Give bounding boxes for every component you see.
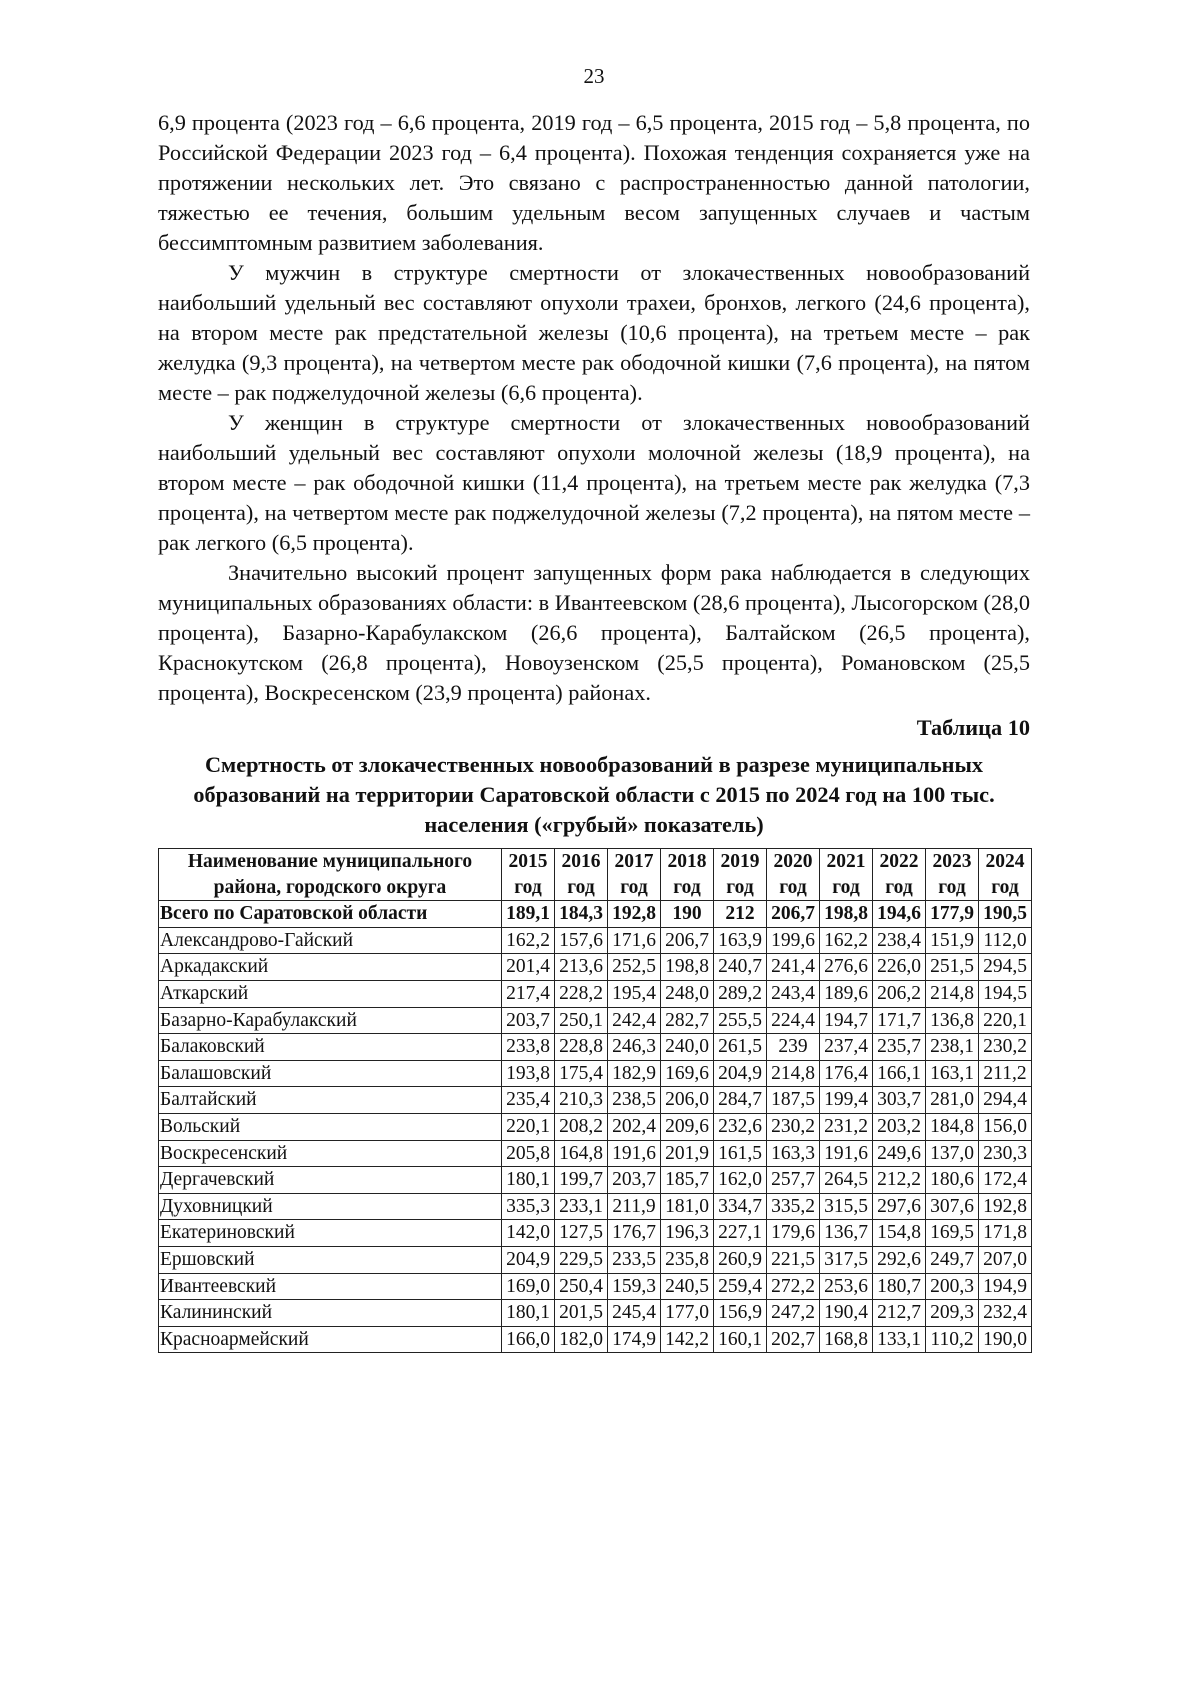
table-row	[159, 1193, 1032, 1220]
header-name: Наименование муниципального района, городского округа	[159, 849, 502, 901]
rate-cell: 168,8	[820, 1326, 873, 1353]
table-row	[159, 954, 1032, 981]
header-year: 2015 год	[502, 849, 555, 901]
rate-cell: 159,3	[608, 1273, 661, 1300]
rate-cell: 211,9	[608, 1193, 661, 1220]
rate-cell: 248,0	[661, 980, 714, 1007]
rate-cell: 199,7	[555, 1167, 608, 1194]
rate-cell: 228,2	[555, 980, 608, 1007]
paragraph: У женщин в структуре смертности от злокачественных новообразований наибольший удельный вес составляют опухоли молочной железы (18,9 процента), на втором месте – рак ободочной кишки (11,4 процента), на третьем месте рак желудка (7,3 процента), на четвертом месте рак поджелудочной железы (7,2 процента), на пятом месте – рак легкого (6,5 процента).	[158, 410, 1030, 555]
rate-cell: 315,5	[820, 1193, 873, 1220]
rate-cell: 200,3	[926, 1273, 979, 1300]
rate-cell: 255,5	[714, 1007, 767, 1034]
rate-cell: 211,2	[979, 1060, 1032, 1087]
rate-cell: 136,7	[820, 1220, 873, 1247]
rate-cell: 210,3	[555, 1087, 608, 1114]
table-row	[159, 1140, 1032, 1167]
rate-cell: 163,3	[767, 1140, 820, 1167]
rate-cell: 202,7	[767, 1326, 820, 1353]
rate-cell: 193,8	[502, 1060, 555, 1087]
rate-cell: 156,0	[979, 1113, 1032, 1140]
district-name: Всего по Саратовской области	[159, 901, 502, 928]
rate-cell: 239	[767, 1034, 820, 1061]
table-row	[159, 1220, 1032, 1247]
table-row	[159, 1087, 1032, 1114]
header-year: 2016 год	[555, 849, 608, 901]
rate-cell: 242,4	[608, 1007, 661, 1034]
rate-cell: 251,5	[926, 954, 979, 981]
rate-cell: 112,0	[979, 927, 1032, 954]
rate-cell: 227,1	[714, 1220, 767, 1247]
district-name: Балашовский	[159, 1060, 502, 1087]
rate-cell: 203,7	[502, 1007, 555, 1034]
rate-cell: 235,7	[873, 1034, 926, 1061]
district-name: Дергачевский	[159, 1167, 502, 1194]
rate-cell: 180,7	[873, 1273, 926, 1300]
rate-cell: 184,8	[926, 1113, 979, 1140]
rate-cell: 224,4	[767, 1007, 820, 1034]
table-row	[159, 1326, 1032, 1353]
rate-cell: 260,9	[714, 1246, 767, 1273]
rate-cell: 307,6	[926, 1193, 979, 1220]
rate-cell: 163,1	[926, 1060, 979, 1087]
rate-cell: 166,0	[502, 1326, 555, 1353]
rate-cell: 289,2	[714, 980, 767, 1007]
rate-cell: 243,4	[767, 980, 820, 1007]
rate-cell: 136,8	[926, 1007, 979, 1034]
rate-cell: 235,8	[661, 1246, 714, 1273]
rate-cell: 206,2	[873, 980, 926, 1007]
rate-cell: 208,2	[555, 1113, 608, 1140]
rate-cell: 246,3	[608, 1034, 661, 1061]
rate-cell: 190	[661, 901, 714, 928]
rate-cell: 221,5	[767, 1246, 820, 1273]
rate-cell: 171,7	[873, 1007, 926, 1034]
rate-cell: 231,2	[820, 1113, 873, 1140]
rate-cell: 276,6	[820, 954, 873, 981]
header-year: 2021 год	[820, 849, 873, 901]
table-row	[159, 1246, 1032, 1273]
paragraph: Значительно высокий процент запущенных форм рака наблюдается в следующих муниципальных образованиях области: в Ивантеевском (28,6 процента), Лысогорском (28,0 процента), Базарно-Карабулакском (26,6 процента), Балтайском (26,5 процента), Краснокутском (26,8 процента), Новоузенском (25,5 процента), Романовском (25,5 процента), Воскресенском (23,9 процента) районах.	[158, 560, 1030, 705]
rate-cell: 154,8	[873, 1220, 926, 1247]
rate-cell: 206,7	[661, 927, 714, 954]
rate-cell: 196,3	[661, 1220, 714, 1247]
table-row	[159, 1273, 1032, 1300]
rate-cell: 151,9	[926, 927, 979, 954]
district-name: Ершовский	[159, 1246, 502, 1273]
rate-cell: 282,7	[661, 1007, 714, 1034]
rate-cell: 189,1	[502, 901, 555, 928]
rate-cell: 212	[714, 901, 767, 928]
rate-cell: 190,5	[979, 901, 1032, 928]
rate-cell: 110,2	[926, 1326, 979, 1353]
rate-cell: 189,6	[820, 980, 873, 1007]
table-row	[159, 1007, 1032, 1034]
rate-cell: 217,4	[502, 980, 555, 1007]
rate-cell: 176,4	[820, 1060, 873, 1087]
rate-cell: 253,6	[820, 1273, 873, 1300]
rate-cell: 184,3	[555, 901, 608, 928]
rate-cell: 209,3	[926, 1300, 979, 1327]
rate-cell: 133,1	[873, 1326, 926, 1353]
district-name: Екатериновский	[159, 1220, 502, 1247]
rate-cell: 201,5	[555, 1300, 608, 1327]
rate-cell: 176,7	[608, 1220, 661, 1247]
district-name: Духовницкий	[159, 1193, 502, 1220]
rate-cell: 209,6	[661, 1113, 714, 1140]
rate-cell: 235,4	[502, 1087, 555, 1114]
rate-cell: 174,9	[608, 1326, 661, 1353]
paragraph: 6,9 процента (2023 год – 6,6 процента, 2019 год – 6,5 процента, 2015 год – 5,8 процента, по Российской Федерации 2023 год – 6,4 процента). Похожая тенденция сохраняется уже на протяжении нескольких лет. Это связано с распространенностью данной патологии, тяжестью ее течения, большим удельным весом запущенных случаев и частым бессимптомным развитием заболевания.	[158, 110, 1030, 255]
rate-cell: 212,2	[873, 1167, 926, 1194]
table-row	[159, 1167, 1032, 1194]
rate-cell: 194,7	[820, 1007, 873, 1034]
district-name: Воскресенский	[159, 1140, 502, 1167]
rate-cell: 232,6	[714, 1113, 767, 1140]
rate-cell: 204,9	[502, 1246, 555, 1273]
rate-cell: 264,5	[820, 1167, 873, 1194]
rate-cell: 162,0	[714, 1167, 767, 1194]
rate-cell: 195,4	[608, 980, 661, 1007]
rate-cell: 191,6	[820, 1140, 873, 1167]
rate-cell: 177,0	[661, 1300, 714, 1327]
rate-cell: 240,7	[714, 954, 767, 981]
rate-cell: 166,1	[873, 1060, 926, 1087]
rate-cell: 281,0	[926, 1087, 979, 1114]
page-number: 23	[583, 64, 605, 88]
district-name: Ивантеевский	[159, 1273, 502, 1300]
rate-cell: 203,2	[873, 1113, 926, 1140]
paragraph: У мужчин в структуре смертности от злокачественных новообразований наибольший удельный вес составляют опухоли трахеи, бронхов, легкого (24,6 процента), на втором месте рак предстательной железы (10,6 процента), на третьем месте – рак желудка (9,3 процента), на четвертом месте рак ободочной кишки (7,6 процента), на пятом месте – рак поджелудочной железы (6,6 процента).	[158, 260, 1030, 405]
rate-cell: 212,7	[873, 1300, 926, 1327]
rate-cell: 162,2	[502, 927, 555, 954]
table-header-row	[159, 849, 1032, 901]
header-year: 2019 год	[714, 849, 767, 901]
table-row	[159, 1034, 1032, 1061]
rate-cell: 192,8	[608, 901, 661, 928]
rate-cell: 156,9	[714, 1300, 767, 1327]
district-name: Красноармейский	[159, 1326, 502, 1353]
rate-cell: 192,8	[979, 1193, 1032, 1220]
rate-cell: 180,1	[502, 1167, 555, 1194]
rate-cell: 194,9	[979, 1273, 1032, 1300]
rate-cell: 205,8	[502, 1140, 555, 1167]
rate-cell: 334,7	[714, 1193, 767, 1220]
rate-cell: 240,5	[661, 1273, 714, 1300]
rate-cell: 182,9	[608, 1060, 661, 1087]
rate-cell: 229,5	[555, 1246, 608, 1273]
rate-cell: 220,1	[979, 1007, 1032, 1034]
header-year: 2017 год	[608, 849, 661, 901]
rate-cell: 238,5	[608, 1087, 661, 1114]
rate-cell: 213,6	[555, 954, 608, 981]
table-row	[159, 1060, 1032, 1087]
rate-cell: 161,5	[714, 1140, 767, 1167]
rate-cell: 230,2	[979, 1034, 1032, 1061]
rate-cell: 171,6	[608, 927, 661, 954]
district-name: Балтайский	[159, 1087, 502, 1114]
rate-cell: 206,7	[767, 901, 820, 928]
rate-cell: 127,5	[555, 1220, 608, 1247]
rate-cell: 202,4	[608, 1113, 661, 1140]
rate-cell: 233,5	[608, 1246, 661, 1273]
rate-cell: 182,0	[555, 1326, 608, 1353]
rate-cell: 194,5	[979, 980, 1032, 1007]
header-year: 2020 год	[767, 849, 820, 901]
rate-cell: 272,2	[767, 1273, 820, 1300]
rate-cell: 194,6	[873, 901, 926, 928]
table-row	[159, 980, 1032, 1007]
rate-cell: 241,4	[767, 954, 820, 981]
rate-cell: 201,4	[502, 954, 555, 981]
rate-cell: 190,0	[979, 1326, 1032, 1353]
rate-cell: 172,4	[979, 1167, 1032, 1194]
rate-cell: 228,8	[555, 1034, 608, 1061]
rate-cell: 199,4	[820, 1087, 873, 1114]
rate-cell: 162,2	[820, 927, 873, 954]
rate-cell: 214,8	[926, 980, 979, 1007]
district-name: Аткарский	[159, 980, 502, 1007]
rate-cell: 180,6	[926, 1167, 979, 1194]
district-name: Александрово-Гайский	[159, 927, 502, 954]
rate-cell: 201,9	[661, 1140, 714, 1167]
rate-cell: 163,9	[714, 927, 767, 954]
rate-cell: 238,1	[926, 1034, 979, 1061]
table-row	[159, 1113, 1032, 1140]
rate-cell: 199,6	[767, 927, 820, 954]
district-name: Аркадакский	[159, 954, 502, 981]
table-row	[159, 927, 1032, 954]
rate-cell: 247,2	[767, 1300, 820, 1327]
table-label: Таблица 10	[916, 715, 1030, 740]
rate-cell: 169,6	[661, 1060, 714, 1087]
rate-cell: 169,5	[926, 1220, 979, 1247]
rate-cell: 207,0	[979, 1246, 1032, 1273]
rate-cell: 335,2	[767, 1193, 820, 1220]
header-year: 2024 год	[979, 849, 1032, 901]
rate-cell: 259,4	[714, 1273, 767, 1300]
rate-cell: 160,1	[714, 1326, 767, 1353]
rate-cell: 230,2	[767, 1113, 820, 1140]
rate-cell: 137,0	[926, 1140, 979, 1167]
rate-cell: 164,8	[555, 1140, 608, 1167]
rate-cell: 198,8	[820, 901, 873, 928]
rate-cell: 230,3	[979, 1140, 1032, 1167]
rate-cell: 294,4	[979, 1087, 1032, 1114]
rate-cell: 204,9	[714, 1060, 767, 1087]
rate-cell: 250,1	[555, 1007, 608, 1034]
mortality-table	[158, 848, 1032, 1353]
header-year: 2018 год	[661, 849, 714, 901]
rate-cell: 250,4	[555, 1273, 608, 1300]
rate-cell: 257,7	[767, 1167, 820, 1194]
rate-cell: 237,4	[820, 1034, 873, 1061]
table-total-row	[159, 901, 1032, 928]
rate-cell: 142,0	[502, 1220, 555, 1247]
rate-cell: 232,4	[979, 1300, 1032, 1327]
header-year: 2022 год	[873, 849, 926, 901]
rate-cell: 292,6	[873, 1246, 926, 1273]
header-year: 2023 год	[926, 849, 979, 901]
rate-cell: 185,7	[661, 1167, 714, 1194]
rate-cell: 297,6	[873, 1193, 926, 1220]
rate-cell: 226,0	[873, 954, 926, 981]
rate-cell: 203,7	[608, 1167, 661, 1194]
rate-cell: 249,7	[926, 1246, 979, 1273]
rate-cell: 284,7	[714, 1087, 767, 1114]
rate-cell: 191,6	[608, 1140, 661, 1167]
rate-cell: 303,7	[873, 1087, 926, 1114]
rate-cell: 190,4	[820, 1300, 873, 1327]
rate-cell: 233,1	[555, 1193, 608, 1220]
rate-cell: 198,8	[661, 954, 714, 981]
rate-cell: 240,0	[661, 1034, 714, 1061]
rate-cell: 179,6	[767, 1220, 820, 1247]
rate-cell: 181,0	[661, 1193, 714, 1220]
document-body	[158, 108, 1030, 1353]
table-title: Смертность от злокачественных новообразований в разрезе муниципальных образований на территории Саратовской области с 2015 по 2024 год на 100 тыс. населения («грубый» показатель)	[193, 752, 995, 837]
rate-cell: 180,1	[502, 1300, 555, 1327]
rate-cell: 245,4	[608, 1300, 661, 1327]
rate-cell: 294,5	[979, 954, 1032, 981]
rate-cell: 335,3	[502, 1193, 555, 1220]
district-name: Балаковский	[159, 1034, 502, 1061]
rate-cell: 252,5	[608, 954, 661, 981]
rate-cell: 177,9	[926, 901, 979, 928]
district-name: Калининский	[159, 1300, 502, 1327]
rate-cell: 233,8	[502, 1034, 555, 1061]
rate-cell: 187,5	[767, 1087, 820, 1114]
rate-cell: 175,4	[555, 1060, 608, 1087]
table-row	[159, 1300, 1032, 1327]
rate-cell: 261,5	[714, 1034, 767, 1061]
district-name: Базарно-Карабулакский	[159, 1007, 502, 1034]
rate-cell: 157,6	[555, 927, 608, 954]
rate-cell: 206,0	[661, 1087, 714, 1114]
rate-cell: 142,2	[661, 1326, 714, 1353]
rate-cell: 171,8	[979, 1220, 1032, 1247]
rate-cell: 214,8	[767, 1060, 820, 1087]
district-name: Вольский	[159, 1113, 502, 1140]
rate-cell: 249,6	[873, 1140, 926, 1167]
rate-cell: 169,0	[502, 1273, 555, 1300]
rate-cell: 238,4	[873, 927, 926, 954]
rate-cell: 317,5	[820, 1246, 873, 1273]
rate-cell: 220,1	[502, 1113, 555, 1140]
